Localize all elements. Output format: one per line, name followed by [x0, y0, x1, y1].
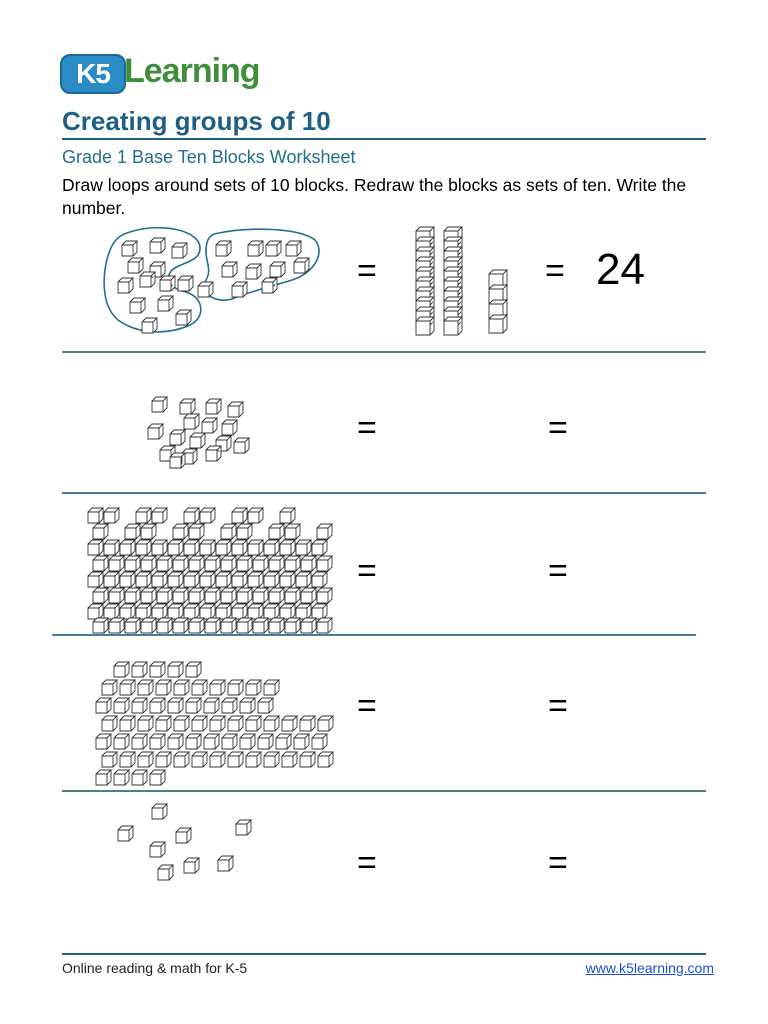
unit-cube: [221, 524, 236, 539]
unit-cube: [253, 556, 268, 571]
unit-cube: [174, 680, 189, 695]
unit-cube: [221, 588, 236, 603]
unit-cube: [120, 540, 135, 555]
unit-cube: [234, 438, 249, 453]
unit-cube: [264, 752, 279, 767]
unit-cube: [218, 856, 233, 871]
unit-cube: [216, 572, 231, 587]
unit-cube: [114, 662, 129, 677]
unit-cube: [280, 572, 295, 587]
unit-cube: [264, 572, 279, 587]
unit-cube: [237, 588, 252, 603]
unit-cube: [172, 243, 187, 258]
unit-cube: [168, 734, 183, 749]
unit-cube: [248, 540, 263, 555]
unit-cube: [202, 418, 217, 433]
unit-cube: [444, 317, 462, 335]
unit-cube: [248, 572, 263, 587]
unit-cube: [152, 397, 167, 412]
unit-cube: [168, 572, 183, 587]
unit-cube: [280, 604, 295, 619]
unit-cube: [168, 604, 183, 619]
unit-cube: [248, 604, 263, 619]
unit-cube: [186, 662, 201, 677]
worksheet-instructions: Draw loops around sets of 10 blocks. Redraw the blocks as sets of ten. Write the number.: [62, 175, 687, 218]
unit-cube: [232, 572, 247, 587]
unit-cube: [237, 556, 252, 571]
unit-cube: [258, 734, 273, 749]
unit-cube: [176, 310, 191, 325]
unit-cube: [228, 716, 243, 731]
unit-cube: [104, 540, 119, 555]
unit-cube: [189, 618, 204, 633]
unit-cube: [286, 241, 301, 256]
unit-cube: [120, 604, 135, 619]
unit-cube: [168, 698, 183, 713]
unit-cube: [248, 508, 263, 523]
unit-cube: [285, 618, 300, 633]
unit-cube: [269, 588, 284, 603]
unit-cube: [210, 680, 225, 695]
unit-cube: [125, 556, 140, 571]
unit-cube: [205, 618, 220, 633]
unit-cube: [138, 716, 153, 731]
unit-cube: [173, 618, 188, 633]
unit-cube: [253, 618, 268, 633]
unit-cube: [301, 556, 316, 571]
unit-cube: [312, 734, 327, 749]
unit-cube: [280, 540, 295, 555]
unit-cube: [186, 698, 201, 713]
unit-cube: [157, 556, 172, 571]
unit-cube: [246, 264, 261, 279]
unit-cube: [285, 524, 300, 539]
unit-cube: [173, 588, 188, 603]
unit-cube: [184, 858, 199, 873]
unit-cube: [132, 662, 147, 677]
unit-cube: [156, 716, 171, 731]
unit-cube: [125, 618, 140, 633]
unit-cube: [174, 752, 189, 767]
unit-cube: [152, 540, 167, 555]
unit-cube: [301, 618, 316, 633]
unit-cube: [93, 556, 108, 571]
unit-cube: [186, 734, 201, 749]
unit-cube: [88, 508, 103, 523]
unit-cube: [184, 414, 199, 429]
unit-cube: [221, 556, 236, 571]
worksheet-subtitle: Grade 1 Base Ten Blocks Worksheet: [62, 147, 356, 167]
unit-cube: [170, 430, 185, 445]
unit-cube: [184, 508, 199, 523]
unit-cube: [152, 572, 167, 587]
unit-cube: [312, 604, 327, 619]
unit-cube: [206, 446, 221, 461]
unit-cube: [114, 698, 129, 713]
equals-sign: =: [357, 844, 377, 882]
unit-cube: [168, 662, 183, 677]
unit-cube: [222, 698, 237, 713]
unit-cube: [152, 508, 167, 523]
unit-cube: [198, 282, 213, 297]
unit-cube: [317, 556, 332, 571]
unit-cube: [204, 734, 219, 749]
unit-cube: [264, 540, 279, 555]
unit-cube: [269, 556, 284, 571]
equals-sign: =: [548, 409, 568, 447]
unit-cube: [228, 680, 243, 695]
unit-cube: [240, 734, 255, 749]
unit-cube: [104, 508, 119, 523]
unit-cube: [184, 572, 199, 587]
unit-cube: [300, 716, 315, 731]
unit-cube: [269, 618, 284, 633]
unit-cube: [200, 508, 215, 523]
unit-cube: [294, 258, 309, 273]
unit-cube: [158, 296, 173, 311]
unit-cube: [130, 298, 145, 313]
unit-cube: [138, 752, 153, 767]
unit-cube: [152, 804, 167, 819]
unit-cube: [125, 524, 140, 539]
unit-cube: [204, 698, 219, 713]
unit-cube: [120, 716, 135, 731]
unit-cube: [141, 618, 156, 633]
unit-cube: [216, 241, 231, 256]
footer-divider: [62, 953, 706, 955]
unit-cube: [125, 588, 140, 603]
unit-cube: [136, 604, 151, 619]
unit-cube: [109, 618, 124, 633]
unit-cube: [216, 604, 231, 619]
unit-cube: [236, 820, 251, 835]
unit-cube: [184, 604, 199, 619]
unit-cube: [132, 734, 147, 749]
unit-cube: [222, 262, 237, 277]
unit-cube: [246, 716, 261, 731]
unit-cube: [489, 315, 507, 333]
unit-cube: [118, 826, 133, 841]
unit-cube: [269, 524, 284, 539]
unit-cube: [160, 276, 175, 291]
unit-cube: [114, 734, 129, 749]
unit-cube: [176, 828, 191, 843]
unit-cube: [102, 752, 117, 767]
unit-cube: [150, 842, 165, 857]
unit-cube: [317, 524, 332, 539]
unit-cube: [312, 572, 327, 587]
unit-cube: [240, 698, 255, 713]
unit-cube: [294, 734, 309, 749]
unit-cube: [140, 272, 155, 287]
logo-badge: K5: [60, 54, 126, 94]
unit-cube: [132, 698, 147, 713]
footer-tagline: Online reading & math for K-5: [62, 960, 248, 976]
unit-cube: [264, 716, 279, 731]
unit-cube: [317, 618, 332, 633]
unit-cube: [136, 572, 151, 587]
unit-cube: [190, 433, 205, 448]
unit-cube: [120, 572, 135, 587]
unit-cube: [114, 770, 129, 785]
unit-cube: [136, 508, 151, 523]
unit-cube: [148, 424, 163, 439]
unit-cube: [318, 716, 333, 731]
unit-cube: [246, 680, 261, 695]
equals-sign: =: [357, 687, 377, 725]
unit-cube: [88, 540, 103, 555]
unit-cube: [173, 524, 188, 539]
equals-sign: =: [548, 844, 568, 882]
unit-cube: [189, 588, 204, 603]
unit-cube: [104, 572, 119, 587]
unit-cube: [264, 604, 279, 619]
unit-cube: [109, 588, 124, 603]
unit-cube: [174, 716, 189, 731]
unit-cube: [168, 540, 183, 555]
unit-cube: [192, 752, 207, 767]
unit-cube: [318, 752, 333, 767]
unit-cube: [210, 752, 225, 767]
equals-sign: =: [357, 409, 377, 447]
unit-cube: [237, 618, 252, 633]
equals-sign: =: [357, 552, 377, 590]
unit-cube: [210, 716, 225, 731]
unit-cube: [189, 556, 204, 571]
unit-cube: [221, 618, 236, 633]
unit-cube: [120, 752, 135, 767]
worksheet-title: Creating groups of 10: [62, 106, 331, 136]
unit-cube: [264, 680, 279, 695]
unit-cube: [270, 262, 285, 277]
equals-sign: =: [548, 552, 568, 590]
unit-cube: [192, 680, 207, 695]
unit-cube: [282, 716, 297, 731]
unit-cube: [300, 752, 315, 767]
unit-cube: [282, 752, 297, 767]
unit-cube: [157, 588, 172, 603]
unit-cube: [189, 524, 204, 539]
unit-cube: [253, 588, 268, 603]
unit-cube: [206, 399, 221, 414]
unit-cube: [150, 238, 165, 253]
unit-cube: [285, 588, 300, 603]
unit-cube: [150, 698, 165, 713]
unit-cube: [416, 317, 434, 335]
unit-cube: [296, 540, 311, 555]
unit-cube: [216, 540, 231, 555]
unit-cube: [266, 241, 281, 256]
unit-cube: [200, 540, 215, 555]
unit-cube: [104, 604, 119, 619]
unit-cube: [205, 588, 220, 603]
unit-cube: [317, 588, 332, 603]
unit-cube: [200, 604, 215, 619]
unit-cube: [132, 770, 147, 785]
unit-cube: [93, 588, 108, 603]
unit-cube: [152, 604, 167, 619]
unit-cube: [276, 734, 291, 749]
footer-website-link[interactable]: www.k5learning.com: [585, 960, 714, 976]
unit-cube: [156, 752, 171, 767]
unit-cube: [136, 540, 151, 555]
unit-cube: [102, 716, 117, 731]
unit-cube: [258, 698, 273, 713]
unit-cube: [142, 318, 157, 333]
unit-cube: [102, 680, 117, 695]
unit-cube: [150, 770, 165, 785]
logo-wordmark: Learning: [124, 52, 260, 90]
unit-cube: [232, 540, 247, 555]
unit-cube: [228, 402, 243, 417]
unit-cube: [141, 556, 156, 571]
unit-cube: [88, 572, 103, 587]
equals-sign: =: [545, 252, 565, 290]
unit-cube: [96, 770, 111, 785]
unit-cube: [118, 278, 133, 293]
unit-cube: [296, 604, 311, 619]
unit-cube: [301, 588, 316, 603]
unit-cube: [138, 680, 153, 695]
unit-cube: [312, 540, 327, 555]
unit-cube: [205, 556, 220, 571]
unit-cube: [96, 734, 111, 749]
unit-cube: [93, 524, 108, 539]
unit-cube: [222, 420, 237, 435]
unit-cube: [150, 734, 165, 749]
unit-cube: [222, 734, 237, 749]
unit-cube: [158, 865, 173, 880]
unit-cube: [200, 572, 215, 587]
unit-cube: [237, 524, 252, 539]
unit-cube: [122, 241, 137, 256]
unit-cube: [157, 618, 172, 633]
unit-cube: [150, 662, 165, 677]
answer-value: 24: [596, 245, 645, 294]
unit-cube: [192, 716, 207, 731]
unit-cube: [156, 680, 171, 695]
unit-cube: [246, 752, 261, 767]
unit-cube: [228, 752, 243, 767]
unit-cube: [88, 604, 103, 619]
unit-cube: [120, 680, 135, 695]
unit-cube: [285, 556, 300, 571]
unit-cube: [248, 241, 263, 256]
equals-sign: =: [357, 252, 377, 290]
unit-cube: [178, 276, 193, 291]
unit-cube: [109, 556, 124, 571]
unit-cube: [232, 604, 247, 619]
equals-sign: =: [548, 687, 568, 725]
unit-cube: [232, 508, 247, 523]
unit-cube: [141, 524, 156, 539]
unit-cube: [296, 572, 311, 587]
unit-cube: [96, 698, 111, 713]
unit-cube: [232, 282, 247, 297]
unit-cube: [128, 258, 143, 273]
unit-cube: [173, 556, 188, 571]
unit-cube: [184, 540, 199, 555]
unit-cube: [280, 508, 295, 523]
unit-cube: [141, 588, 156, 603]
unit-cube: [180, 399, 195, 414]
unit-cube: [93, 618, 108, 633]
